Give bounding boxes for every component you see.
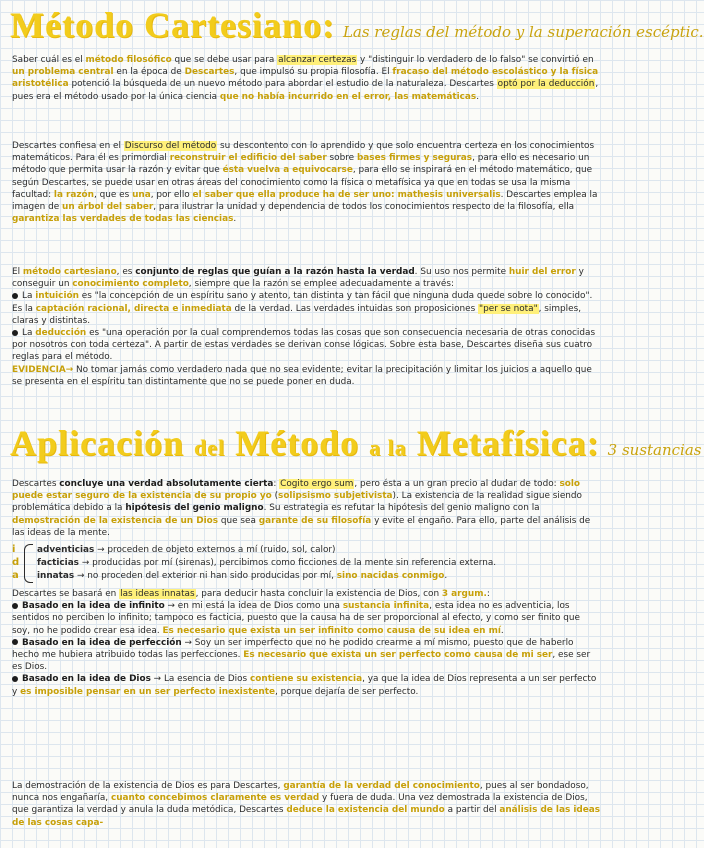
paragraph-argumentos: Descartes se basará en las ideas innatas, para deducir hasta concluir la existencia de Dios, con 3 argum.:	[12, 589, 490, 600]
ideas-letters: i d a	[12, 544, 20, 582]
bullet-icon	[12, 676, 18, 682]
argument-dios: Basado en la idea de Dios → La esencia de Dios contiene su existencia, ya que la idea de Dios representa a un ser perfecto y es imposible pensar en un ser perfecto inexistente, porque dejaría de ser perfecto.	[12, 674, 597, 697]
paragraph-metodo: El método cartesiano, es conjunto de reglas que guían a la razón hasta la verdad. Su uso nos permite huir del error y conseguir un conocimiento completo, siempre que la razón se emplee adecuadamente a través: La intuición es "la concepción de un espíritu sano y atento, tan distinta y tan fácil que ninguna duda quede sobre lo conocido". Es la captación racional, directa e inmediata de la verdad. Las verdades intuidas son proposiciones "per se nota", simples, claras y distintas. La deducción es "una operación por la cual comprendemos todas las cosas que son consecuencia necesaria de otras conocidas por nosotros con toda certeza". A partir de estas verdades se derivan conse lógicas. Sobre esta base, Descartes diseña sus cuatro reglas para el método. EVIDENCIA→ No tomar jamás como verdadero nada que no sea evidente; evitar la precipitación y limitar los juicios a aquello que se presenta en el espíritu tan distintamente que no se puede poner en duda.	[12, 266, 600, 388]
idea-innatas: innatas → no proceden del exterior ni han sido producidas por mí, sino nacidas conmigo.	[37, 571, 448, 582]
paragraph-discurso: Descartes confiesa en el Discurso del método su descontento con lo aprendido y que solo encuentra certeza en los conocimientos matemáticos. Para él es primordial reconstruir el edificio del saber sobre bases firmes y seguras, para ello es necesario un método que permita usar la razón y evitar que ésta vuelva a equivocarse, para ello se inspirará en el método matemático, que según Descartes, se puede usar en otras áreas del conocimiento como la física o metafísica ya que en todas se usa la misma facultad: la razón, que es una, por ello el saber que ella produce ha de ser uno: mathesis universalis. Descartes emplea la imagen de un árbol del saber, para ilustrar la unidad y dependencia de todos los conocimientos respecto de la filosofía, ella garantiza las verdades de todas las ciencias.	[12, 141, 598, 225]
section1-title: Método Cartesiano:	[10, 5, 335, 45]
section1-heading	[10, 4, 704, 46]
bullet-icon	[12, 603, 18, 609]
idea-adventicias: adventicias → proceden de objeto externos a mí (ruido, sol, calor)	[37, 545, 336, 556]
idea-facticias: facticias → producidas por mí (sirenas), percibimos como ficciones de la mente sin referencia externa.	[37, 558, 497, 569]
bullet-deduccion: La deducción es "una operación por la cual comprendemos todas las cosas que son consecuencia necesaria de otras conocidas por nosotros con toda certeza". A partir de estas verdades se derivan conse lógicas. Sobre esta base, Descartes diseña sus cuatro reglas para el método.	[12, 328, 596, 363]
paragraph-cogito: Descartes concluye una verdad absolutamente cierta: Cogito ergo sum, pero ésta a un gran precio al dudar de todo: solo puede estar seguro de la existencia de su propio yo (solipsismo subjetivista). La existencia de la realidad sigue siendo problemática debido a la hipótesis del genio maligno. Su estrategia es refutar la hipótesis del genio maligno con la demostración de la existencia de un Dios que sea garante de su filosofía y evite el engaño. Para ello, parte del análisis de las ideas de la mente. i d a adventicias → proceden de objeto externos a mí (ruido, sol, calor) facticias → producidas por mí (sirenas), percibimos como ficciones de la mente sin referencia externa. innatas → no proceden del exterior ni han sido producidas por mí, sino nacidas conmigo. Descartes se basará en las ideas innatas, para deducir hasta concluir la existencia de Dios, con 3 argum.: Basado en la idea de infinito → en mi está la idea de Dios como una sustancia infinita, esta idea no es adventicia, los sentidos no perciben lo infinito; tampoco es facticia, puesto que la causa ha de ser proporcional al efecto, y como ser finito que soy, no he podido crear esa idea. Es necesario que exista un ser infinito como causa de su idea en mí. Basado en la idea de perfección → Soy un ser imperfecto que no he podido crearme a mí mismo, puesto que de haberlo hecho me hubiera atribuido todas las perfecciones. Es necesario que exista un ser perfecto como causa de mi ser, ese ser es Dios. Basado en la idea de Dios → La esencia de Dios contiene su existencia, ya que la idea de Dios representa a un ser perfecto y es imposible pensar en un ser perfecto inexistente, porque dejaría de ser perfecto.	[12, 478, 600, 698]
bullet-icon	[12, 293, 18, 299]
bullet-icon	[12, 330, 18, 336]
argument-infinito: Basado en la idea de infinito → en mi está la idea de Dios como una sustancia infinita, esta idea no es adventicia, los sentidos no perciben lo infinito; tampoco es facticia, puesto que la causa ha de ser proporcional al efecto, y como ser finito que soy, no he podido crear esa idea. Es necesario que exista un ser infinito como causa de su idea en mí.	[12, 601, 580, 636]
paragraph-intro: Saber cuál es el método filosófico que se debe usar para alcanzar certezas y "distinguir lo verdadero de lo falso" se convirtió en un problema central en la época de Descartes, que impulsó su propia filosofía. El fracaso del método escolástico y la física aristotélica potenció la búsqueda de un nuevo método para abordar el estudio de la naturaleza. Descartes optó por la deducción, pues era el método usado por la única ciencia que no había incurrido en el error, las matemáticas.	[12, 55, 599, 102]
section2-heading	[10, 422, 702, 464]
section1-subtitle: Las reglas del método y la superación escéptic.	[342, 23, 704, 41]
ideas-list	[12, 544, 600, 583]
section2-title: Aplicación del Método a la Metafísica:	[10, 423, 600, 463]
bullet-intuicion: La intuición es "la concepción de un espíritu sano y atento, tan distinta y tan fácil que ninguna duda quede sobre lo conocido". Es la captación racional, directa e inmediata de la verdad. Las verdades intuidas son proposiciones "per se nota", simples, claras y distintas.	[12, 291, 593, 326]
rule-evidencia: EVIDENCIA→ No tomar jamás como verdadero nada que no sea evidente; evitar la precipitación y limitar los juicios a aquello que se presenta en el espíritu tan distintamente que no se puede poner en duda.	[12, 364, 592, 387]
bullet-icon	[12, 639, 18, 645]
argument-perfeccion: Basado en la idea de perfección → Soy un ser imperfecto que no he podido crearme a mí mismo, puesto que de haberlo hecho me hubiera atribuido todas las perfecciones. Es necesario que exista un ser perfecto como causa de mi ser, ese ser es Dios.	[12, 637, 591, 673]
paragraph-garantia: La demostración de la existencia de Dios es para Descartes, garantía de la verdad del conocimiento, pues al ser bondadoso, nunca nos engañaría, cuanto concebimos claramente es verdad y fuera de duda. Una vez demostrada la existencia de Dios, que garantiza la verdad y anula la duda metódica, Descartes deduce la existencia del mundo a partir del análisis de las ideas de las cosas capa-	[12, 781, 601, 828]
brace-icon	[24, 544, 33, 583]
section2-subtitle: 3 sustancias	[607, 441, 702, 459]
